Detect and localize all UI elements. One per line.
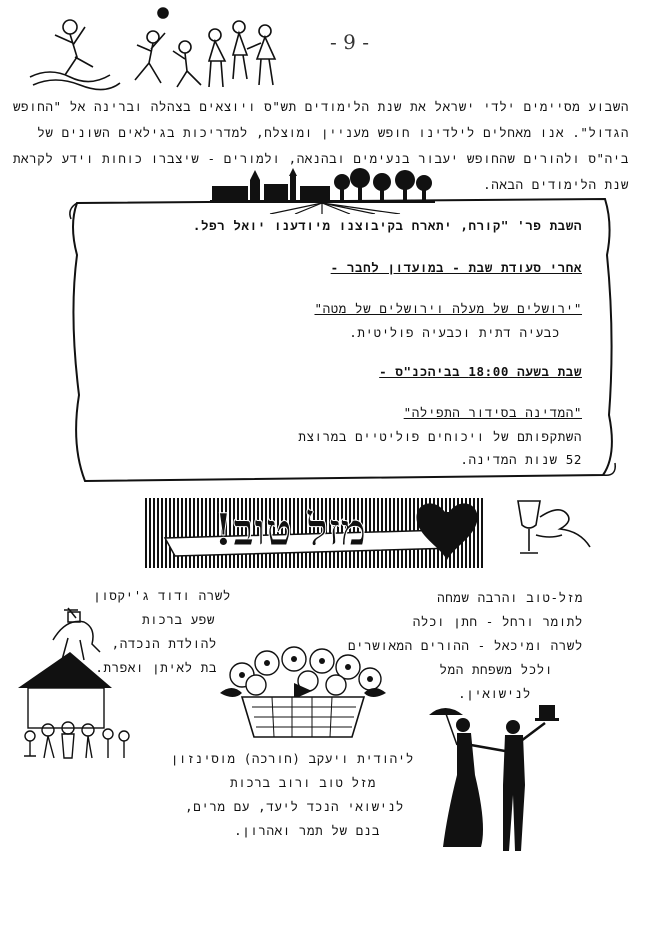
greeting-line: לשרה ומיכאל - ההורים המאושרים xyxy=(347,638,583,653)
lecture-subtitle-3: 52 שנות המדינה. xyxy=(460,452,582,467)
intro-line: ביה"ס ולהורים שהחופש יעבור בנעימים ובהנאה, ולמורים - שיצברו כוחות וידע לקראת xyxy=(12,151,629,166)
greeting-line: ולכל משפחת המל xyxy=(439,662,553,677)
lecture-title-1: "ירושלים של מעלה וירושלים של מטה" xyxy=(314,301,582,316)
shabbat-guest-line: השבת פר' "קורח, יתארח בקיבוצנו מיודענו יואל רפל. xyxy=(192,218,582,233)
intro-line: שנת הלימודים הבאה. xyxy=(483,177,629,192)
lecture-title-2: "המדינה בסידור התפילה" xyxy=(403,405,582,420)
banner-text: מזל טוב! xyxy=(213,505,367,556)
lecture-subtitle-2: השתקפותם של ויכוחים פוליטיים במרוצת xyxy=(298,429,582,444)
greeting-line: מזל-טוב והרבה שמחה xyxy=(437,590,583,605)
greeting-line: בנם של תמר ואהרון. xyxy=(234,823,380,838)
greeting-line: לתומר ורחל - חתן וכלה xyxy=(412,614,583,629)
greeting-line: להולדת הנכדה, xyxy=(111,636,217,651)
greeting-line: בת לאיתן ואפרת. xyxy=(95,660,217,675)
saturday-time-line: שבת בשעה 18:00 בביהכנ"ס - xyxy=(379,364,582,379)
page-number: - 9 - xyxy=(330,30,369,54)
greeting-line: לנישואי הנכד ליעד, עם מרים, xyxy=(185,799,404,814)
shabbat-notice xyxy=(70,197,610,482)
greeting-line: שפע ברכות xyxy=(142,612,215,627)
dancing-couple-illustration xyxy=(425,705,575,855)
intro-line: השבוע מסיימים ילדי ישראל את שנת הלימודים תש"ס ויוצאים בצהלה וברינה אל "החופש xyxy=(12,99,629,114)
lecture-subtitle-1: כבעיה דתית וכבעיה פוליטית. xyxy=(349,325,560,340)
greeting-line: לנישואין. xyxy=(458,686,531,701)
intro-line: הגדול". אנו מאחלים לילדינו חופש מעניין ומוצלח, למדריכות בגילאים השונים של xyxy=(37,125,629,140)
after-meal-line: אחרי סעודת שבת - במועדון לחבר - xyxy=(330,260,582,275)
wine-toast-illustration xyxy=(510,495,600,575)
children-playing-illustration xyxy=(25,5,290,95)
greeting-line: לשרה ודוד ג'יקסון xyxy=(93,588,231,603)
birth-greeting xyxy=(93,584,231,680)
grandchild-wedding-greeting xyxy=(171,747,414,843)
flower-basket-illustration xyxy=(212,645,394,740)
greeting-line: מזל טוב ורוב ברכות xyxy=(230,775,376,790)
greeting-line: ליהודית ויעקב (חורכה) מוסינזון xyxy=(170,751,414,766)
